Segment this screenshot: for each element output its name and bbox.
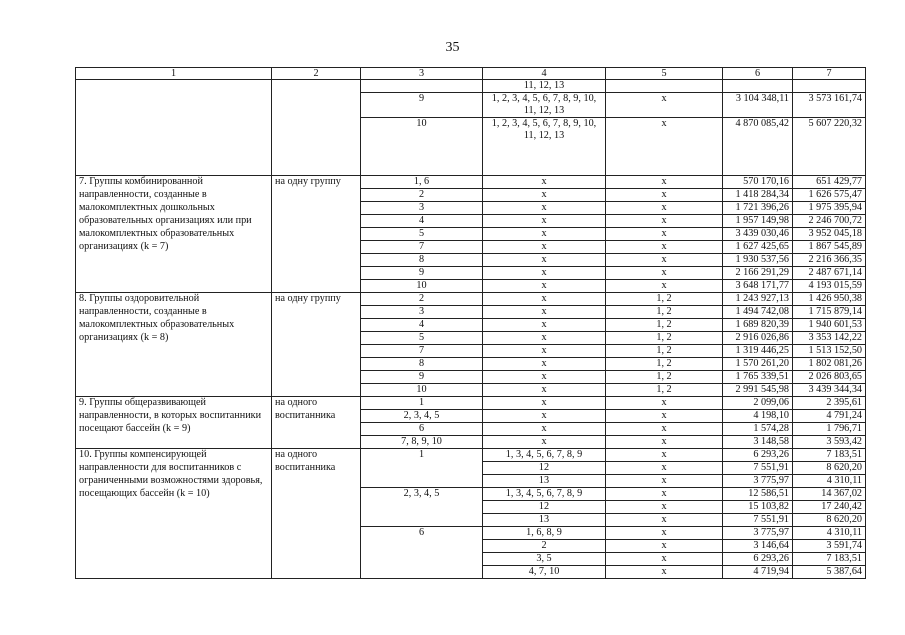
table-row [76,293,866,306]
table-cell: 4 [361,215,483,228]
table-cell: 2 166 291,29 [723,267,793,280]
table-cell [606,80,723,93]
table-cell: 3, 5 [483,553,606,566]
table-cell: x [606,202,723,215]
table-cell: 9 [361,267,483,280]
table-cell: 1 796,71 [793,423,866,436]
column-header: 2 [272,68,361,80]
table-cell: 6 293,26 [723,449,793,462]
table-cell: 3 952 045,18 [793,228,866,241]
table-cell: 1 957 149,98 [723,215,793,228]
group-unit: на одного воспитанника [272,397,361,449]
table-cell: 3 [361,306,483,319]
table-cell: 4 310,11 [793,475,866,488]
table-cell: x [606,527,723,540]
table-cell: 8 [361,358,483,371]
table-cell: 1, 2, 3, 4, 5, 6, 7, 8, 9, 10, 11, 12, 13 [483,93,606,118]
table-cell: 7, 8, 9, 10 [361,436,483,449]
table-cell: x [606,566,723,579]
table-cell: x [606,436,723,449]
table-cell: 2, 3, 4, 5 [361,488,483,527]
table-cell: 1, 2 [606,319,723,332]
table-row [76,449,866,462]
table-cell [723,80,793,93]
table-cell: 1 715 879,14 [793,306,866,319]
table-cell: 1, 6, 8, 9 [483,527,606,540]
table-cell: 6 293,26 [723,553,793,566]
table-cell: x [483,384,606,397]
table-cell: 1, 2, 3, 4, 5, 6, 7, 8, 9, 10, 11, 12, 13 [483,118,606,176]
table-cell: 1 [361,449,483,488]
table-cell: 2 [361,293,483,306]
table-cell: 3 [361,202,483,215]
table-cell: 5 [361,228,483,241]
table-cell: 12 586,51 [723,488,793,501]
table-cell: 1 689 820,39 [723,319,793,332]
table-cell: 1 626 575,47 [793,189,866,202]
table-cell [361,80,483,93]
table-cell: 3 353 142,22 [793,332,866,345]
table-cell: 15 103,82 [723,501,793,514]
table-cell: x [483,189,606,202]
table-cell: x [483,332,606,345]
table-cell: x [606,267,723,280]
cost-table [75,67,866,579]
table-cell: 1 494 742,08 [723,306,793,319]
table-cell: x [483,358,606,371]
table-cell: 1 867 545,89 [793,241,866,254]
unit-cell [272,80,361,176]
table-cell: 4 [361,319,483,332]
table-cell: x [606,215,723,228]
table-cell: 1 243 927,13 [723,293,793,306]
table-cell: 3 775,97 [723,527,793,540]
table-cell: x [606,462,723,475]
table-cell: 1, 3, 4, 5, 6, 7, 8, 9 [483,488,606,501]
table-cell: 1 426 950,38 [793,293,866,306]
table-cell: 1 975 395,94 [793,202,866,215]
table-cell: 8 620,20 [793,462,866,475]
table-cell: 2 216 366,35 [793,254,866,267]
table-cell: x [606,475,723,488]
table-cell: x [483,267,606,280]
table-cell: 17 240,42 [793,501,866,514]
table-cell: 1, 2 [606,371,723,384]
column-header: 7 [793,68,866,80]
table-cell: 1, 2 [606,306,723,319]
table-cell: 2 026 803,65 [793,371,866,384]
table-cell: 3 148,58 [723,436,793,449]
table-cell: 1 319 446,25 [723,345,793,358]
table-cell: 8 [361,254,483,267]
table-cell: x [483,397,606,410]
table-cell: 1, 3, 4, 5, 6, 7, 8, 9 [483,449,606,462]
table-cell: x [483,280,606,293]
table-cell: 10 [361,118,483,176]
table-cell: 7 [361,345,483,358]
table-cell: x [483,254,606,267]
table-cell: 10 [361,280,483,293]
table-cell: 1, 6 [361,176,483,189]
table-cell: 3 775,97 [723,475,793,488]
group-name: 9. Группы общеразвивающей направленности, в которых воспитанники посещают бассейн (k = 9) [76,397,272,449]
table-cell: 2 487 671,14 [793,267,866,280]
table-cell: 6 [361,423,483,436]
table-cell: 3 439 344,34 [793,384,866,397]
table-cell: 4 719,94 [723,566,793,579]
table-cell: x [606,228,723,241]
table-cell: x [606,176,723,189]
table-cell: x [483,241,606,254]
table-cell: 1, 2 [606,384,723,397]
table-cell: x [483,410,606,423]
table-cell: 9 [361,93,483,118]
table-cell: 7 551,91 [723,514,793,527]
table-cell: 7 551,91 [723,462,793,475]
table-cell: x [606,449,723,462]
group-unit: на одну группу [272,293,361,397]
table-cell: x [483,228,606,241]
group-name-cell [76,80,272,176]
table-cell: x [606,397,723,410]
table-cell [793,80,866,93]
table-cell: 8 620,20 [793,514,866,527]
column-header: 6 [723,68,793,80]
table-cell: x [483,319,606,332]
group-unit: на одного воспитанника [272,449,361,579]
table-cell: 2 991 545,98 [723,384,793,397]
table-cell: x [483,371,606,384]
table-cell: 3 591,74 [793,540,866,553]
table-cell: 1, 2 [606,358,723,371]
table-cell: 4 310,11 [793,527,866,540]
table-cell: 2 [361,189,483,202]
table-cell: 4 870 085,42 [723,118,793,176]
table-cell: 570 170,16 [723,176,793,189]
table-cell: 1, 2 [606,332,723,345]
group-name: 8. Группы оздоровительной направленности, созданные в малокомплектных образовательных организациях (k = 8) [76,293,272,397]
table-cell: 3 573 161,74 [793,93,866,118]
table-cell: 1 930 537,56 [723,254,793,267]
table-cell: 7 183,51 [793,449,866,462]
page-number: 35 [445,40,460,55]
table-cell: 5 607 220,32 [793,118,866,176]
table-cell: 4 791,24 [793,410,866,423]
table-cell: x [483,306,606,319]
table-cell: 651 429,77 [793,176,866,189]
table-cell: x [606,93,723,118]
table-cell: 6 [361,527,483,579]
table-cell: x [606,118,723,176]
table-cell: x [606,241,723,254]
table-cell: 5 [361,332,483,345]
table-cell: x [606,501,723,514]
table-cell: 1, 2 [606,293,723,306]
table-row [76,397,866,410]
table-cell: 10 [361,384,483,397]
table-cell: 2 246 700,72 [793,215,866,228]
table-cell: x [606,553,723,566]
table-cell: 1 513 152,50 [793,345,866,358]
table-row [76,176,866,189]
column-header: 3 [361,68,483,80]
table-cell: 1 574,28 [723,423,793,436]
table-cell: 1 765 339,51 [723,371,793,384]
table-cell: x [606,280,723,293]
column-header: 1 [76,68,272,80]
table-row [76,80,866,93]
group-name: 10. Группы компенсирующей направленности для воспитанников с ограниченными возможностями здоровья, посещающих бассейн (k = 10) [76,449,272,579]
table-cell: 3 593,42 [793,436,866,449]
table-cell: 2 395,61 [793,397,866,410]
table-cell: x [606,514,723,527]
table-cell: x [483,423,606,436]
table-cell: 12 [483,462,606,475]
table-cell: 3 146,64 [723,540,793,553]
table-cell: 1 [361,397,483,410]
table-row [76,68,866,80]
table-cell: 4 198,10 [723,410,793,423]
group-name: 7. Группы комбинированной направленности, созданные в малокомплектных дошкольных образовательных организациях или при малокомплектных образовательных организациях (k = 7) [76,176,272,293]
table-cell: x [483,202,606,215]
table-cell: 4, 7, 10 [483,566,606,579]
column-header: 4 [483,68,606,80]
table-cell: 1 940 601,53 [793,319,866,332]
table-cell: x [483,345,606,358]
table-cell: 14 367,02 [793,488,866,501]
table-cell: 2 099,06 [723,397,793,410]
group-unit: на одну группу [272,176,361,293]
column-header: 5 [606,68,723,80]
table-cell: 2, 3, 4, 5 [361,410,483,423]
table-cell: 1 627 425,65 [723,241,793,254]
table-cell: 1 721 396,26 [723,202,793,215]
table-cell: 3 648 171,77 [723,280,793,293]
table-cell: 9 [361,371,483,384]
table-cell: 2 916 026,86 [723,332,793,345]
table-cell: x [606,254,723,267]
table-cell: x [606,488,723,501]
table-cell: 13 [483,475,606,488]
table-cell: 5 387,64 [793,566,866,579]
table-cell: 1 570 261,20 [723,358,793,371]
table-cell: x [606,410,723,423]
table-cell: 3 104 348,11 [723,93,793,118]
table-cell: x [483,293,606,306]
table-cell: x [606,189,723,202]
table-cell: 3 439 030,46 [723,228,793,241]
table-cell: 1 802 081,26 [793,358,866,371]
table-cell: x [606,540,723,553]
table-cell: x [606,423,723,436]
table-cell: x [483,176,606,189]
table-cell: 12 [483,501,606,514]
table-cell: 7 183,51 [793,553,866,566]
table-cell: 1 418 284,34 [723,189,793,202]
table-cell: 1, 2 [606,345,723,358]
table-cell: 7 [361,241,483,254]
table-cell: x [483,436,606,449]
table-cell: x [483,215,606,228]
table-cell: 4 193 015,59 [793,280,866,293]
table-cell: 13 [483,514,606,527]
table-cell: 2 [483,540,606,553]
table-cell: 11, 12, 13 [483,80,606,93]
